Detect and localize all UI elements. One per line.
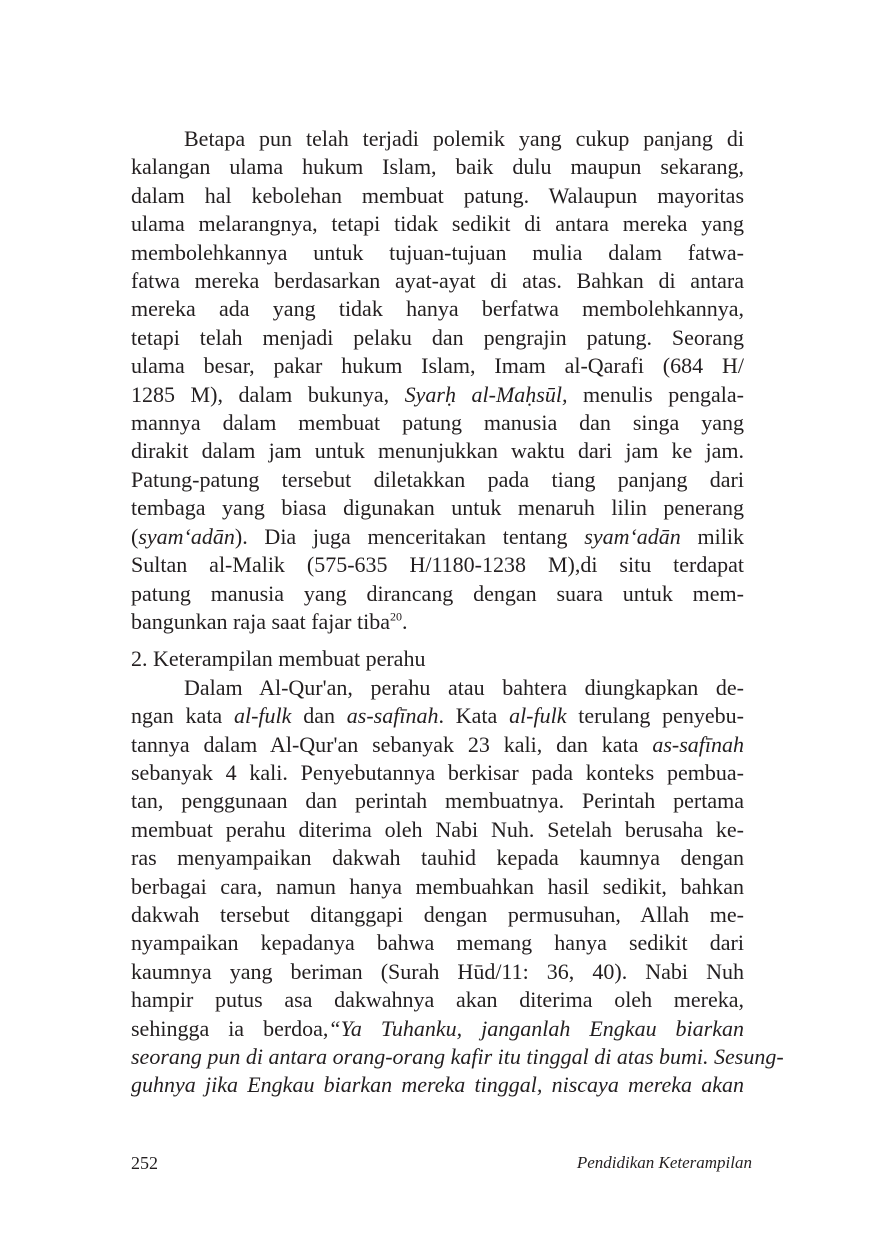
text-run: terulang penyebu-	[566, 703, 745, 729]
text-line: berbagai cara, namun hanya membuahkan hasil sedikit, bahkan	[131, 873, 744, 899]
text-line: membuat perahu diterima oleh Nabi Nuh. Setelah berusaha ke-	[131, 816, 744, 842]
quoted-prayer: seorang pun di antara orang-orang kafir itu tinggal di atas bumi. Sesung-	[131, 1044, 784, 1069]
italic-term: syam‘adān	[584, 523, 681, 549]
text-run: ). Dia juga menceritakan tentang	[234, 523, 585, 549]
text-line: ras menyampaikan dakwah tauhid kepada kaumnya dengan	[131, 845, 744, 871]
paragraph	[131, 674, 784, 1100]
quoted-prayer: guhnya jika Engkau biarkan mereka tinggal, niscaya mereka akan	[131, 1072, 744, 1098]
text-line: tan, penggunaan dan perintah membuatnya. Perintah pertama	[131, 788, 744, 814]
text-line: tetapi telah menjadi pelaku dan pengrajin patung. Seorang	[131, 324, 744, 350]
section-heading: 2. Keterampilan membuat perahu	[131, 646, 426, 672]
text-line	[131, 1015, 744, 1043]
page-number: 252	[131, 1153, 158, 1173]
footnote-marker: 20	[389, 609, 402, 624]
text-run: 1285 M), dalam bukunya,	[131, 381, 405, 407]
text-line: kalangan ulama hukum Islam, baik dulu maupun sekarang,	[131, 154, 744, 180]
text-run: tannya dalam Al-Qur'an sebanyak 23 kali, dan kata	[131, 731, 653, 757]
text-line: Betapa pun telah terjadi polemik yang cukup panjang di	[184, 126, 744, 151]
text-line	[131, 702, 744, 730]
page-body	[131, 125, 784, 1100]
running-title: Pendidikan Keterampilan	[576, 1153, 752, 1172]
text-run: bangunkan raja saat fajar tiba	[131, 608, 390, 634]
text-run: sehingga ia berdoa,	[131, 1015, 329, 1041]
text-line: Sultan al-Malik (575-635 H/1180-1238 M),di situ terdapat	[131, 552, 744, 578]
text-line: Patung-patung tersebut diletakkan pada tiang panjang dari	[131, 466, 744, 492]
text-line	[131, 608, 744, 636]
text-line: Dalam Al-Qur'an, perahu atau bahtera diungkapkan de-	[184, 674, 744, 700]
text-run: menulis pengala-	[567, 381, 745, 407]
book-title: Syarḥ al-Maḥsūl,	[404, 381, 568, 407]
text-line: mereka ada yang tidak hanya berfatwa membolehkannya,	[131, 296, 744, 322]
text-line: dalam hal kebolehan membuat patung. Walaupun mayoritas	[131, 182, 744, 208]
text-run: dan	[291, 703, 347, 729]
text-line: dakwah tersebut ditanggapi dengan permusuhan, Allah me-	[131, 901, 744, 927]
text-line	[131, 1043, 784, 1071]
text-line: hampir putus asa dakwahnya akan diterima oleh mereka,	[131, 987, 744, 1013]
text-run: (	[131, 523, 139, 549]
text-line: kaumnya yang beriman (Surah Hūd/11: 36, 40). Nabi Nuh	[131, 958, 744, 984]
text-line	[131, 1071, 744, 1099]
italic-term: al-fulk	[509, 703, 567, 729]
text-line: dirakit dalam jam untuk menunjukkan waktu dari jam ke jam.	[131, 438, 744, 464]
text-line: patung manusia yang dirancang dengan suara untuk mem-	[131, 580, 744, 606]
text-line: tembaga yang biasa digunakan untuk menaruh lilin penerang	[131, 495, 744, 521]
paragraph	[131, 125, 744, 636]
text-line: nyampaikan kepadanya bahwa memang hanya sedikit dari	[131, 930, 744, 956]
text-line: sebanyak 4 kali. Penyebutannya berkisar pada konteks pembua-	[131, 759, 744, 785]
text-line: ulama melarangnya, tetapi tidak sedikit di antara mereka yang	[131, 211, 744, 237]
text-line	[131, 731, 744, 759]
italic-term: syam‘adān	[138, 523, 235, 549]
text-line: membolehkannya untuk tujuan-tujuan mulia dalam fatwa-	[131, 239, 744, 265]
italic-term: al-fulk	[233, 703, 292, 729]
spacer	[131, 636, 744, 645]
italic-term: as-safīnah	[346, 703, 439, 729]
text-run: . Kata	[438, 703, 510, 729]
text-line	[131, 381, 744, 409]
italic-term: as-safīnah	[652, 731, 744, 757]
text-line: mannya dalam membuat patung manusia dan singa yang	[131, 410, 744, 436]
text-line	[131, 523, 744, 551]
text-run: milik	[680, 523, 744, 549]
text-line: ulama besar, pakar hukum Islam, Imam al-Qarafi (684 H/	[131, 353, 744, 379]
text-run: .	[401, 608, 408, 634]
text-run: ngan kata	[131, 703, 234, 729]
text-line: fatwa mereka berdasarkan ayat-ayat di atas. Bahkan di antara	[131, 268, 744, 294]
quoted-prayer: “Ya Tuhanku, janganlah Engkau biarkan	[328, 1015, 744, 1041]
